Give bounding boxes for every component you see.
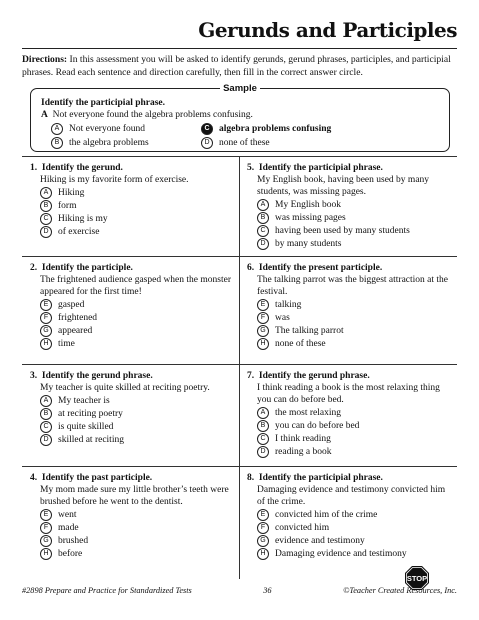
answer-bubble[interactable]: A (40, 187, 52, 199)
answer-choices (40, 509, 236, 561)
answer-choice[interactable] (257, 407, 453, 420)
answer-text: frightened (58, 313, 98, 324)
footer-right: ©Teacher Created Resources, Inc. (343, 586, 457, 595)
answer-text: My English book (275, 200, 341, 211)
answer-text: is quite skilled (58, 422, 114, 433)
answer-choice[interactable] (40, 522, 236, 535)
answer-bubble[interactable]: A (257, 199, 269, 211)
directions-text: In this assessment you will be asked to identify gerunds, gerund phrases, participles, and participial phrases. Read each sentence and direction carefully, then fill in the correct answer circle. (22, 54, 451, 78)
answer-choice[interactable] (40, 395, 236, 408)
answer-text: was (275, 313, 290, 324)
answer-text: Hiking (58, 188, 85, 199)
sample-option-c[interactable]: C algebra problems confusing (201, 123, 331, 135)
answer-bubble[interactable]: F (257, 522, 269, 534)
answer-bubble[interactable]: G (40, 535, 52, 547)
stop-sign-text: STOP (406, 574, 428, 583)
answer-choice[interactable] (257, 535, 453, 548)
question-stem: My teacher is quite skilled at reciting poetry. (40, 383, 210, 393)
answer-bubble[interactable]: F (40, 312, 52, 324)
answer-choices (257, 199, 453, 251)
answer-text: by many students (275, 239, 342, 250)
answer-text: at reciting poetry (58, 409, 123, 420)
answer-text: made (58, 523, 79, 534)
sample-box (30, 83, 450, 152)
sample-question: Identify the participial phrase. (41, 98, 166, 108)
answer-bubble[interactable]: C (40, 213, 52, 225)
answer-choice[interactable] (257, 199, 453, 212)
sample-option-d[interactable]: D none of these (201, 137, 270, 149)
answer-text: Damaging evidence and testimony (275, 549, 407, 560)
question-title: 7. Identify the gerund phrase. (247, 371, 370, 381)
answer-choice[interactable] (40, 408, 236, 421)
question-stem: I think reading a book is the most relaxing thing you can do before bed. (257, 383, 440, 405)
answer-bubble[interactable]: E (40, 299, 52, 311)
answer-bubble[interactable]: E (40, 509, 52, 521)
directions (22, 54, 459, 79)
answer-choice[interactable] (257, 446, 453, 459)
question-1 (30, 162, 236, 239)
question-7 (247, 370, 453, 459)
answer-text: you can do before bed (275, 421, 360, 432)
question-stem: Hiking is my favorite form of exercise. (40, 175, 189, 185)
answer-choice[interactable] (257, 225, 453, 238)
question-title: 1. Identify the gerund. (30, 163, 123, 173)
answer-bubble[interactable]: C (40, 421, 52, 433)
question-title: 4. Identify the past participle. (30, 473, 153, 483)
question-title: 3. Identify the gerund phrase. (30, 371, 153, 381)
answer-choice[interactable] (257, 433, 453, 446)
answer-choice[interactable] (257, 338, 453, 351)
answer-choice[interactable] (257, 238, 453, 251)
question-stem: My mom made sure my little brother’s teeth were brushed before he went to the dentist. (40, 485, 229, 507)
answer-bubble[interactable]: G (257, 325, 269, 337)
footer-left: #2898 Prepare and Practice for Standardized Tests (22, 586, 192, 595)
question-6 (247, 262, 453, 351)
answer-choice[interactable] (40, 421, 236, 434)
answer-choices (40, 395, 236, 447)
question-title: 6. Identify the present participle. (247, 263, 383, 273)
answer-choice[interactable] (40, 213, 236, 226)
answer-text: having been used by many students (275, 226, 410, 237)
answer-bubble[interactable]: B (257, 420, 269, 432)
answer-choice[interactable] (40, 312, 236, 325)
answer-bubble[interactable]: E (257, 299, 269, 311)
sample-option-a[interactable]: A Not everyone found (51, 123, 145, 135)
answer-text: of exercise (58, 227, 100, 238)
answer-bubble[interactable]: H (40, 548, 52, 560)
answer-text: gasped (58, 300, 85, 311)
answer-bubble[interactable]: B (40, 200, 52, 212)
answer-bubble[interactable]: D (257, 446, 269, 458)
answer-text: skilled at reciting (58, 435, 124, 446)
answer-choices (257, 299, 453, 351)
question-8 (247, 472, 453, 561)
answer-bubble[interactable]: C (257, 225, 269, 237)
answer-bubble[interactable]: A (40, 395, 52, 407)
answer-text: talking (275, 300, 302, 311)
question-3 (30, 370, 236, 447)
answer-choice[interactable] (40, 299, 236, 312)
answer-bubble[interactable]: H (257, 338, 269, 350)
answer-bubble[interactable]: H (40, 338, 52, 350)
directions-label: Directions: (22, 54, 68, 65)
answer-text: My teacher is (58, 396, 110, 407)
answer-text: none of these (275, 339, 326, 350)
column-divider (239, 156, 240, 579)
title-rule (22, 48, 457, 49)
answer-bubble[interactable]: F (257, 312, 269, 324)
sample-stem: A Not everyone found the algebra problems confusing. (41, 110, 253, 120)
answer-bubble-filled[interactable]: C (201, 123, 213, 135)
question-2 (30, 262, 236, 351)
answer-text: Hiking is my (58, 214, 108, 225)
answer-bubble[interactable]: E (257, 509, 269, 521)
answer-bubble[interactable]: D (40, 434, 52, 446)
answer-choice[interactable] (40, 509, 236, 522)
answer-bubble[interactable]: G (40, 325, 52, 337)
answer-text: the most relaxing (275, 408, 341, 419)
sample-label: Sample (220, 83, 260, 94)
footer (22, 586, 457, 595)
question-stem: My English book, having been used by many students, was missing pages. (257, 175, 430, 197)
answer-text: convicted him (275, 523, 330, 534)
answer-text: before (58, 549, 83, 560)
page-title: Gerunds and Participles (198, 18, 457, 42)
answer-choice[interactable] (257, 420, 453, 433)
answer-bubble[interactable]: H (257, 548, 269, 560)
answer-choice[interactable] (257, 299, 453, 312)
answer-bubble[interactable]: D (257, 238, 269, 250)
answer-choice[interactable] (257, 522, 453, 535)
answer-choice[interactable] (40, 434, 236, 447)
answer-bubble[interactable]: B (51, 137, 63, 149)
answer-choice[interactable] (257, 325, 453, 338)
answer-bubble[interactable]: B (257, 212, 269, 224)
answer-choices (257, 509, 453, 561)
answer-choices (40, 187, 236, 239)
sample-option-b[interactable]: B the algebra problems (51, 137, 149, 149)
answer-choices (257, 407, 453, 459)
answer-choice[interactable] (40, 200, 236, 213)
answer-choice[interactable] (257, 548, 453, 561)
answer-bubble[interactable]: G (257, 535, 269, 547)
answer-choice[interactable] (257, 212, 453, 225)
answer-bubble[interactable]: C (257, 433, 269, 445)
question-stem: The talking parrot was the biggest attraction at the festival. (257, 275, 448, 297)
answer-choice[interactable] (40, 325, 236, 338)
question-5 (247, 162, 453, 251)
answer-choice[interactable] (40, 187, 236, 200)
answer-text: I think reading (275, 434, 331, 445)
answer-bubble[interactable]: D (40, 226, 52, 238)
answer-bubble[interactable]: D (201, 137, 213, 149)
answer-text: went (58, 510, 77, 521)
question-4 (30, 472, 236, 561)
question-title: 8. Identify the participial phrase. (247, 473, 383, 483)
answer-choice[interactable] (257, 509, 453, 522)
answer-choice[interactable] (40, 535, 236, 548)
answer-choices (40, 299, 236, 351)
answer-text: form (58, 201, 77, 212)
answer-choice[interactable] (257, 312, 453, 325)
answer-choice[interactable] (40, 548, 236, 561)
answer-text: convicted him of the crime (275, 510, 378, 521)
page-number: 36 (263, 586, 272, 595)
answer-text: evidence and testimony (275, 536, 365, 547)
answer-bubble[interactable]: B (40, 408, 52, 420)
question-stem: Damaging evidence and testimony convicted him of the crime. (257, 485, 446, 507)
answer-choice[interactable] (40, 338, 236, 351)
answer-text: appeared (58, 326, 93, 337)
answer-bubble[interactable]: F (40, 522, 52, 534)
answer-bubble[interactable]: A (257, 407, 269, 419)
question-title: 5. Identify the participial phrase. (247, 163, 383, 173)
answer-choice[interactable] (40, 226, 236, 239)
answer-bubble[interactable]: A (51, 123, 63, 135)
question-title: 2. Identify the participle. (30, 263, 133, 273)
answer-text: reading a book (275, 447, 332, 458)
answer-text: The talking parrot (275, 326, 344, 337)
answer-text: time (58, 339, 75, 350)
answer-text: was missing pages (275, 213, 346, 224)
answer-text: brushed (58, 536, 89, 547)
question-stem: The frightened audience gasped when the monster appeared for the first time! (40, 275, 231, 297)
